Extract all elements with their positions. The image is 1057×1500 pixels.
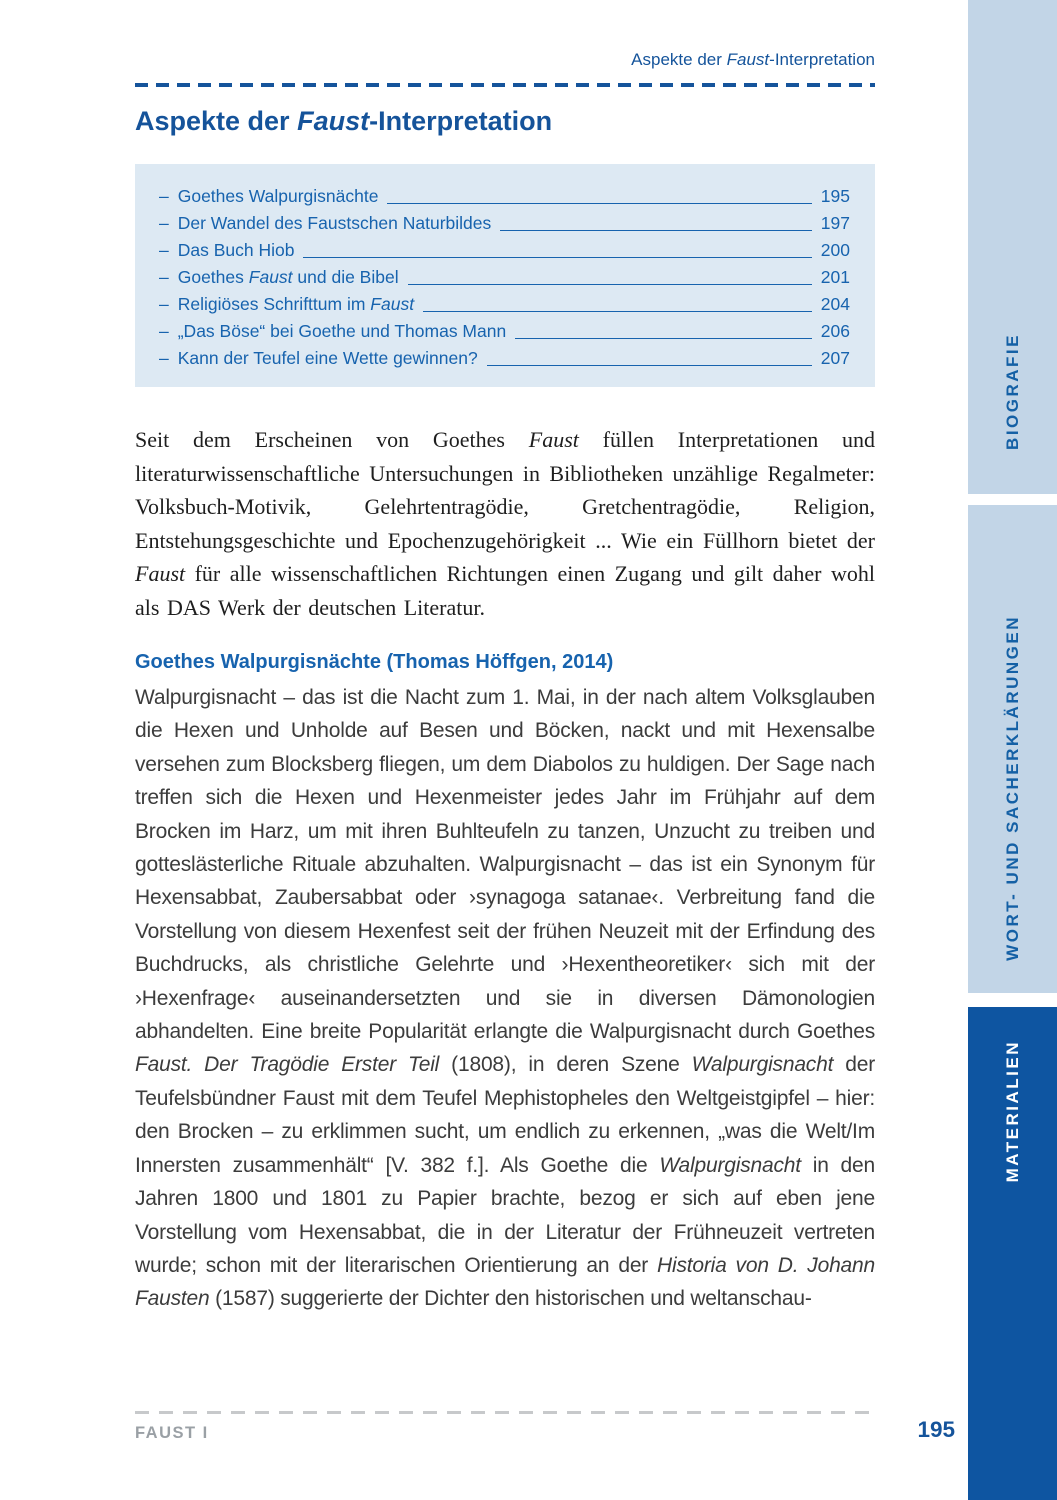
toc-leader-line	[515, 338, 812, 339]
toc-leader-line	[500, 230, 812, 231]
text-run: Seit dem Erscheinen von Goethes	[135, 427, 529, 452]
running-head	[135, 50, 875, 70]
toc-entry[interactable]	[159, 183, 850, 210]
page-title-suffix: -Interpretation	[369, 106, 553, 136]
italic-text-run: Walpurgisnacht	[659, 1153, 801, 1177]
toc-entry-label	[178, 183, 379, 210]
sidebar-tab-wort-und-sacherklaerungen[interactable]	[968, 505, 1057, 993]
toc-entry[interactable]	[159, 210, 850, 237]
footer-page-number: 195	[917, 1417, 955, 1442]
toc-entry-label	[178, 237, 295, 264]
toc-leader-line	[303, 257, 811, 258]
toc-entry[interactable]	[159, 264, 850, 291]
sidebar-tab-materialien[interactable]	[968, 1007, 1057, 1500]
intro-paragraph	[135, 423, 875, 624]
toc-entry-dash: –	[159, 186, 169, 206]
toc-leader-line	[387, 203, 811, 204]
sidebar-tab-biografie[interactable]	[968, 0, 1057, 494]
toc-entry-page-number: 204	[820, 294, 850, 314]
toc-entry-page-number: 200	[820, 240, 850, 260]
toc-entry-page-number: 195	[820, 186, 850, 206]
toc-entry-dash: –	[159, 348, 169, 368]
sidebar-tab-label: BIOGRAFIE	[1002, 333, 1022, 450]
toc-entry-label	[178, 210, 492, 237]
text-run: und die Bibel	[292, 267, 399, 287]
toc-entry-dash: –	[159, 213, 169, 233]
toc-entry-label	[178, 318, 506, 345]
toc-entry[interactable]	[159, 291, 850, 318]
text-run: für alle wissenschaftlichen Richtungen einen Zugang und gilt daher wohl als DAS Werk der deutschen Literatur.	[135, 561, 875, 620]
text-run: Goethes	[177, 267, 249, 287]
header-dashed-rule	[135, 83, 875, 87]
toc-leader-line	[423, 311, 812, 312]
sidebar-tab-label: WORT- UND SACHERKLÄRUNGEN	[1002, 615, 1022, 961]
toc-entry-label	[178, 291, 414, 318]
text-run: Das Buch Hiob	[177, 240, 295, 260]
text-run: „Das Böse“ bei Goethe und Thomas Mann	[177, 321, 507, 341]
toc-box	[135, 164, 875, 387]
toc-entry-page-number: 206	[820, 321, 850, 341]
toc-entry-page-number: 207	[820, 348, 850, 368]
footer-book-title: FAUST I	[135, 1424, 209, 1442]
sidebar-tab-label: MATERIALIEN	[1002, 1040, 1022, 1183]
section-heading: Goethes Walpurgisnächte (Thomas Höffgen, 2014)	[135, 651, 614, 673]
toc-entry-dash: –	[159, 240, 169, 260]
toc-leader-line	[408, 284, 812, 285]
page-title-italic: Faust	[297, 106, 370, 136]
toc-entry[interactable]	[159, 237, 850, 264]
running-head-suffix: -Interpretation	[769, 50, 875, 69]
text-run: der Teufelsbündner Faust mit dem Teufel Mephistopheles den Weltgeistgipfel – hier: den Brocken – zu erklimmen sucht, um endlich zu erkennen, „was die Welt/Im Innersten zusammenhält“ [V. 382 f.]. Als Goethe die	[135, 1053, 876, 1177]
toc-entry-dash: –	[159, 294, 169, 314]
running-head-text: Aspekte der	[631, 50, 727, 69]
italic-text-run: Historia von D. Johann Fausten	[135, 1253, 875, 1311]
running-head-italic: Faust	[726, 50, 770, 69]
toc-entry-page-number: 201	[820, 267, 850, 287]
toc-leader-line	[487, 365, 812, 366]
toc-entry-label	[178, 264, 399, 291]
text-run: füllen Interpretationen und literaturwissenschaftliche Untersuchungen in Bibliotheken unzählige Regalmeter: Volksbuch-Motivik, Gelehrtentragödie, Gretchentragödie, Religion, Entstehungsgeschichte und Epochenzugehörigkeit ... Wie ein Füllhorn bietet der	[135, 427, 875, 553]
italic-text-run: Faust	[528, 427, 579, 452]
text-run: Walpurgisnacht – das ist die Nacht zum 1. Mai, in der nach altem Volksglauben die Hexen und Unholde auf Besen und Böcken, nackt und mit Hexensalbe versehen zum Blocksberg fliegen, um dem Diabolos zu huldigen. Der Sage nach treffen sich die Hexen und Hexenmeister jedes Jahr im Frühjahr auf dem Brocken im Harz, um mit ihren Buhlteufeln zu tanzen, Unzucht zu treiben und gotteslästerliche Rituale abzuhalten. Walpurgisnacht – das ist ein Synonym für Hexensabbat, Zaubersabbat oder ›synagoga satanae‹. Verbreitung fand die Vorstellung von diesem Hexenfest seit der frühen Neuzeit mit der Erfindung des Buchdrucks, als christliche Gelehrte und ›Hexentheoretiker‹ sich mit der ›Hexenfrage‹ auseinandersetzten und sie in diversen Dämonologien abhandelten. Eine breite Popularität erlangte die Walpurgisnacht durch Goethes	[135, 686, 875, 1044]
text-run: (1587) suggerierte der Dichter den historischen und weltanschau-	[209, 1287, 812, 1311]
italic-text-run: Faust. Der Tragödie Erster Teil	[135, 1053, 440, 1077]
text-run: (1808), in deren Szene	[439, 1053, 692, 1077]
toc-entry-label	[178, 345, 478, 372]
toc-entry-dash: –	[159, 321, 169, 341]
toc-entry[interactable]	[159, 345, 850, 372]
toc-entry-dash: –	[159, 267, 169, 287]
italic-text-run: Faust	[135, 561, 186, 586]
page-title	[135, 106, 875, 137]
section-paragraph	[135, 681, 875, 1316]
italic-text-run: Faust	[248, 267, 293, 287]
page-content	[135, 0, 875, 1316]
italic-text-run: Faust	[370, 294, 415, 314]
page-title-text: Aspekte der	[135, 106, 298, 136]
text-run: in den Jahren 1800 und 1801 zu Papier brachte, bezog er sich auf eben jene Vorstellung vom Hexensabbat, die in der Literatur der Frühneuzeit vertreten wurde; schon mit der literarischen Orientierung an der	[135, 1153, 875, 1277]
text-run: Kann der Teufel eine Wette gewinnen?	[177, 348, 478, 368]
footer-dashed-rule	[135, 1411, 873, 1414]
toc-entry-page-number: 197	[820, 213, 850, 233]
text-run: Der Wandel des Faustschen Naturbildes	[177, 213, 492, 233]
toc-entry[interactable]	[159, 318, 850, 345]
italic-text-run: Walpurgisnacht	[691, 1053, 834, 1077]
text-run: Goethes Walpurgisnächte	[177, 186, 379, 206]
text-run: Religiöses Schrifttum im	[177, 294, 371, 314]
